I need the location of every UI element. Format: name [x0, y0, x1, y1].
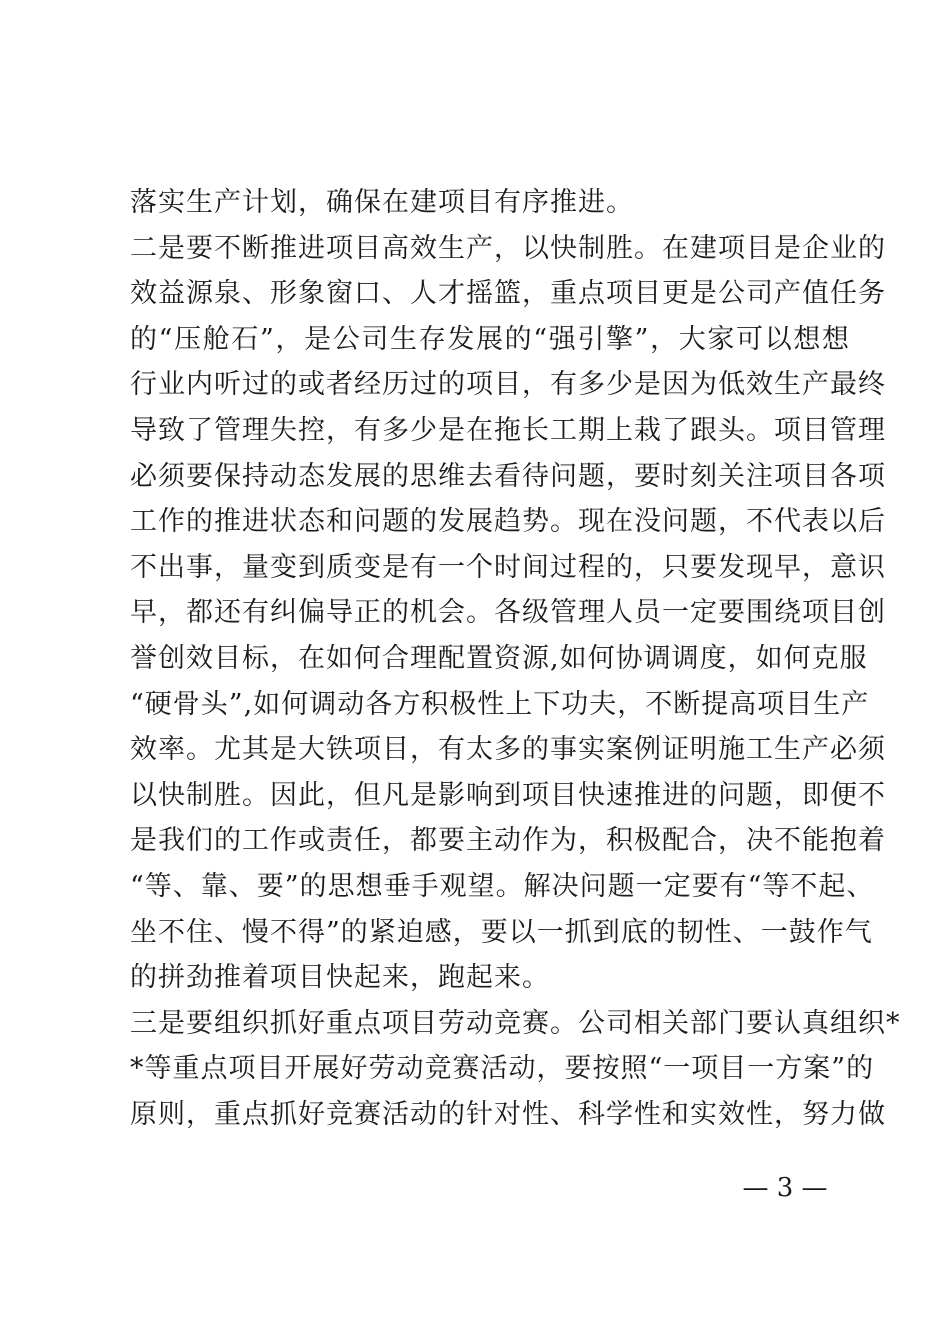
text-line: 坐不住、慢不得”的紧迫感，要以一抓到底的韧性、一鼓作气 — [130, 916, 873, 948]
text-line: 行业内听过的或者经历过的项目，有多少是因为低效生产最终 — [130, 369, 886, 401]
page-number: — 3 — — [742, 1173, 828, 1203]
body-text — [130, 180, 901, 1137]
text-line: 必须要保持动态发展的思维去看待问题，要时刻关注项目各项 — [130, 460, 886, 492]
text-line: 的拼劲推着项目快起来，跑起来。 — [130, 962, 550, 994]
text-line: 早，都还有纠偏导正的机会。各级管理人员一定要围绕项目创 — [130, 597, 886, 629]
text-line: 落实生产计划，确保在建项目有序推进。 — [130, 187, 634, 218]
text-line: 三是要组织抓好重点项目劳动竞赛。公司相关部门要认真组织* — [130, 1007, 901, 1039]
text-line: 原则，重点抓好竞赛活动的针对性、科学性和实效性，努力做 — [130, 1098, 886, 1130]
text-line: *等重点项目开展好劳动竞赛活动，要按照“一项目一方案”的 — [130, 1053, 875, 1085]
text-line: “等、靠、要”的思想垂手观望。解决问题一定要有“等不起、 — [130, 870, 875, 902]
text-line: “硬骨头”,如何调动各方积极性上下功夫，不断提高项目生产 — [130, 688, 870, 720]
text-line: 效率。尤其是大铁项目，有太多的事实案例证明施工生产必须 — [130, 734, 886, 766]
text-line: 效益源泉、形象窗口、人才摇篮，重点项目更是公司产值任务 — [130, 278, 886, 310]
text-line: 是我们的工作或责任，都要主动作为，积极配合，决不能抱着 — [130, 825, 886, 857]
text-line: 不出事，量变到质变是有一个时间过程的，只要发现早，意识 — [130, 551, 886, 583]
text-line: 以快制胜。因此，但凡是影响到项目快速推进的问题，即便不 — [130, 779, 886, 811]
text-line: 工作的推进状态和问题的发展趋势。现在没问题，不代表以后 — [130, 506, 886, 538]
text-line: 二是要不断推进项目高效生产，以快制胜。在建项目是企业的 — [130, 232, 886, 264]
text-line: 誉创效目标，在如何合理配置资源,如何协调调度，如何克服 — [130, 642, 868, 674]
text-line: 的“压舱石”，是公司生存发展的“强引擎”，大家可以想想 — [130, 323, 850, 355]
text-line: 导致了管理失控，有多少是在拖长工期上栽了跟头。项目管理 — [130, 414, 886, 446]
